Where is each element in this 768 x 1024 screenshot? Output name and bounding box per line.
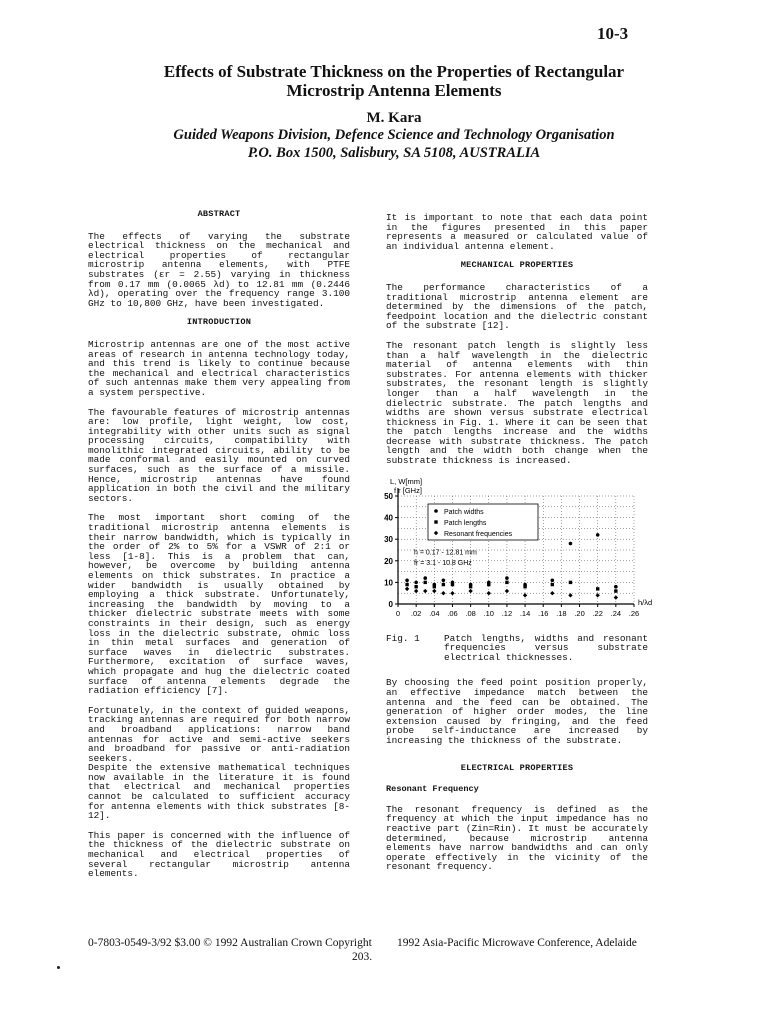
patch-length-point bbox=[596, 587, 599, 590]
legend-marker-lengths bbox=[434, 520, 437, 523]
patch-width-point bbox=[551, 578, 555, 582]
patch-width-point bbox=[569, 541, 573, 545]
electrical-heading: ELECTRICAL PROPERTIES bbox=[460, 762, 574, 773]
chart-annotation: fr = 3.1 - 10.8 GHz bbox=[414, 559, 472, 567]
x-tick-label: .18 bbox=[556, 608, 567, 618]
resonant-frequency-point bbox=[450, 591, 454, 595]
right-column bbox=[384, 212, 653, 882]
legend-label: Resonant frequencies bbox=[444, 530, 513, 538]
left-column bbox=[88, 210, 350, 889]
y-tick-label: 40 bbox=[384, 513, 393, 523]
resonant-frequency-point bbox=[550, 591, 554, 595]
footer-copyright: 0-7803-0549-3/92 $3.00 © 1992 Australian Crown Copyright bbox=[88, 937, 372, 949]
legend-marker-widths bbox=[434, 509, 438, 513]
resonant-frequency-point bbox=[505, 588, 509, 592]
patch-length-point bbox=[451, 583, 454, 586]
x-tick-label: 0 bbox=[395, 608, 401, 618]
resonant-frequency-point bbox=[432, 588, 436, 592]
y-tick-label: 10 bbox=[384, 578, 393, 588]
title-line-2: Microstrip Antenna Elements bbox=[286, 81, 502, 100]
affiliation bbox=[60, 126, 728, 162]
paper-title bbox=[60, 62, 728, 100]
patch-length-point bbox=[433, 585, 436, 588]
chart-annotation: h = 0.17 - 12.81 mm bbox=[414, 548, 477, 556]
patch-length-point bbox=[505, 580, 508, 583]
resonant-frequency-point bbox=[523, 593, 527, 597]
abstract-heading: ABSTRACT bbox=[197, 209, 241, 219]
figure-caption bbox=[386, 634, 648, 663]
patch-length-point bbox=[523, 585, 526, 588]
resonant-frequency-point bbox=[487, 591, 491, 595]
affiliation-line-1: Guided Weapons Division, Defence Science and Technology Organisation bbox=[173, 127, 615, 143]
y-axis-label: L, W[mm] bbox=[390, 476, 423, 486]
x-tick-label: .24 bbox=[610, 608, 622, 618]
x-tick-label: .06 bbox=[447, 608, 458, 618]
abstract-text: The effects of varying the substrate electrical thickness on the mechanical and electrical properties of rectangular microstrip antenna elements, with PTFE substrates (εr = 2.55) varying in thickness from 0.17 mm (0.0065 λd) to 12.81 mm (0.2446 λd), operating over the frequency range 3.100 GHz to 10,800 GHz, have been investigated. bbox=[88, 230, 350, 309]
intro-paragraph-3: The most important short coming of the traditional microstrip antenna elements is their narrow bandwidth, which is typically in the order of 2% to 5% for a VSWR of 2:1 or less [1-8]. This is a problem that can, however, be overcome by building antenna elements on thick substrates. In practice a wider bandwidth is usually obtained by employing a thick substrate. Unfortunately, increasing the bandwidth by moving to a thicker dielectric substrate meets with some constraints in their design, such as energy loss in the dielectric substrate, ohmic loss in thin metal surfaces and generation of surface waves in dielectric substrates. Furthermore, excitation of surface waves, which propagate and hug the dielectric coated surface of antenna elements degrade the radiation efficiency [7]. bbox=[88, 512, 350, 697]
x-tick-label: .04 bbox=[429, 608, 440, 618]
y-tick-label: 20 bbox=[384, 556, 393, 566]
y-tick-label: 50 bbox=[384, 491, 393, 501]
resonant-frequency-point bbox=[595, 593, 599, 597]
x-tick-label: .10 bbox=[483, 608, 494, 618]
patch-length-point bbox=[424, 580, 427, 583]
figure-caption-text: Patch lengths, widths and resonant frequencies versus substrate electrical thicknesses. bbox=[444, 632, 648, 663]
resonant-frequency-point bbox=[414, 588, 418, 592]
resonant-frequency-point bbox=[614, 595, 618, 599]
patch-length-point bbox=[442, 583, 445, 586]
x-tick-label: .08 bbox=[465, 608, 476, 618]
x-tick-label: .12 bbox=[501, 608, 513, 618]
patch-width-point bbox=[423, 576, 427, 580]
footer-page-number: 203. bbox=[352, 951, 373, 963]
y-axis-label-freq: f r [GHz] bbox=[394, 485, 422, 495]
figure-1 bbox=[376, 476, 653, 628]
legend-label: Patch lengths bbox=[444, 519, 487, 527]
x-tick-label: .22 bbox=[592, 608, 603, 618]
patch-length-point bbox=[469, 585, 472, 588]
y-tick-label: 30 bbox=[384, 534, 393, 544]
x-tick-label: .26 bbox=[628, 608, 640, 618]
mechanical-heading: MECHANICAL PROPERTIES bbox=[460, 260, 574, 271]
data-note-paragraph: It is important to note that each data point in the figures presented in this paper represents a measured or calculated value of an individual antenna element. bbox=[386, 212, 648, 252]
patch-length-point bbox=[414, 585, 417, 588]
intro-paragraph-4a: Fortunately, in the context of guided weapons, tracking antennas are required for both narrow and broadband applications: narrow band antennas for active and semi-active seekers and broadband for passive or anti-radiation seekers. bbox=[88, 704, 350, 764]
patch-length-point bbox=[569, 580, 572, 583]
intro-paragraph-1: Microstrip antennas are one of the most active areas of research in antenna technology today, and this trend is likely to continue because the mechanical and electrical characteristics of such antennas make them very appealing from a system perspective. bbox=[88, 338, 350, 398]
intro-paragraph-2: The favourable features of microstrip antennas are: low profile, light weight, low cost, integrability with other units such as signal processing circuits, compatibility with monolithic integrated circuits, ability to be made conformal and easily mounted on curved surfaces, such as the surface of a missile. Hence, microstrip antennas have found application in both the civil and the military sectors. bbox=[88, 406, 350, 504]
patch-length-point bbox=[614, 589, 617, 592]
figure-caption-label: Fig. 1 bbox=[386, 632, 420, 644]
resonant-frequency-point bbox=[568, 593, 572, 597]
title-line-1: Effects of Substrate Thickness on the Properties of Rectangular bbox=[163, 62, 625, 81]
y-tick-label: 0 bbox=[388, 599, 393, 609]
patch-length-point bbox=[551, 583, 554, 586]
x-tick-label: .14 bbox=[519, 608, 531, 618]
patch-width-point bbox=[442, 578, 446, 582]
introduction-heading: INTRODUCTION bbox=[186, 317, 252, 328]
affiliation-line-2: P.O. Box 1500, Salisbury, SA 5108, AUSTRALIA bbox=[247, 145, 541, 161]
resonant-frequency-point bbox=[468, 588, 472, 592]
resonant-paragraph: The resonant frequency is defined as the frequency at which the input impedance has no reactive part (Zin=Rin). It must be accurately determined, because microstrip antenna elements have narrow bandwidths and can only operate effectively in the vicinity of the resonant frequency. bbox=[386, 803, 648, 873]
x-tick-label: .20 bbox=[574, 608, 585, 618]
page-number: 10-3 bbox=[597, 24, 629, 43]
author-name: M. Kara bbox=[366, 110, 422, 126]
patch-length-point bbox=[487, 583, 490, 586]
resonant-frequency-point bbox=[405, 586, 409, 590]
scan-speck bbox=[57, 966, 60, 969]
patch-width-point bbox=[405, 578, 409, 582]
mechanical-paragraph-2: The resonant patch length is slightly less than a half wavelength in the dielectric material of antenna elements with thin substrates. For antenna elements with thicker substrates, the resonant length is slightly longer than a half wavelength in the dielectric substrate. The patch lengths and widths are shown versus substrate electrical thickness in Fig. 1. Where it can be seen that the patch lengths increase and the widths decrease with substrate thickness. The patch length and the width both change when the substrate thickness is increased. bbox=[386, 339, 648, 467]
patch-width-point bbox=[414, 580, 418, 584]
x-tick-label: .16 bbox=[538, 608, 549, 618]
patch-width-point bbox=[614, 585, 618, 589]
x-axis-label: h/λd bbox=[638, 597, 653, 607]
patch-width-point bbox=[505, 576, 509, 580]
intro-paragraph-5: This paper is concerned with the influence of the thickness of the dielectric substrate on mechanical and electrical properties of several rectangular microstrip antenna elements. bbox=[88, 829, 350, 880]
resonant-frequency-point bbox=[423, 588, 427, 592]
resonant-frequency-heading: Resonant Frequency bbox=[386, 784, 479, 795]
patch-width-point bbox=[596, 533, 600, 537]
resonant-frequency-point bbox=[441, 591, 445, 595]
figure-1-chart bbox=[376, 476, 653, 628]
legend-label: Patch widths bbox=[444, 508, 484, 516]
patch-length-point bbox=[405, 583, 408, 586]
intro-paragraph-4b: Despite the extensive mathematical techniques now available in the literature it is found that electrical and mechanical properties cannot be calculated to sufficient accuracy for antenna elements with thick substrates [8-12]. bbox=[88, 762, 350, 822]
mechanical-paragraph-1: The performance characteristics of a traditional microstrip antenna element are determined by the dimensions of the patch, feedpoint location and the dielectric constant of the substrate [12]. bbox=[386, 281, 648, 332]
footer-conference: 1992 Asia-Pacific Microwave Conference, Adelaide bbox=[397, 937, 637, 949]
feed-paragraph: By choosing the feed point position properly, an effective impedance match between the antenna and the feed can be obtained. The generation of higher order modes, the line extension caused by fringing, and the feed probe self-inductance are increased by increasing the thickness of the substrate. bbox=[386, 677, 648, 746]
x-tick-label: .02 bbox=[410, 608, 422, 618]
